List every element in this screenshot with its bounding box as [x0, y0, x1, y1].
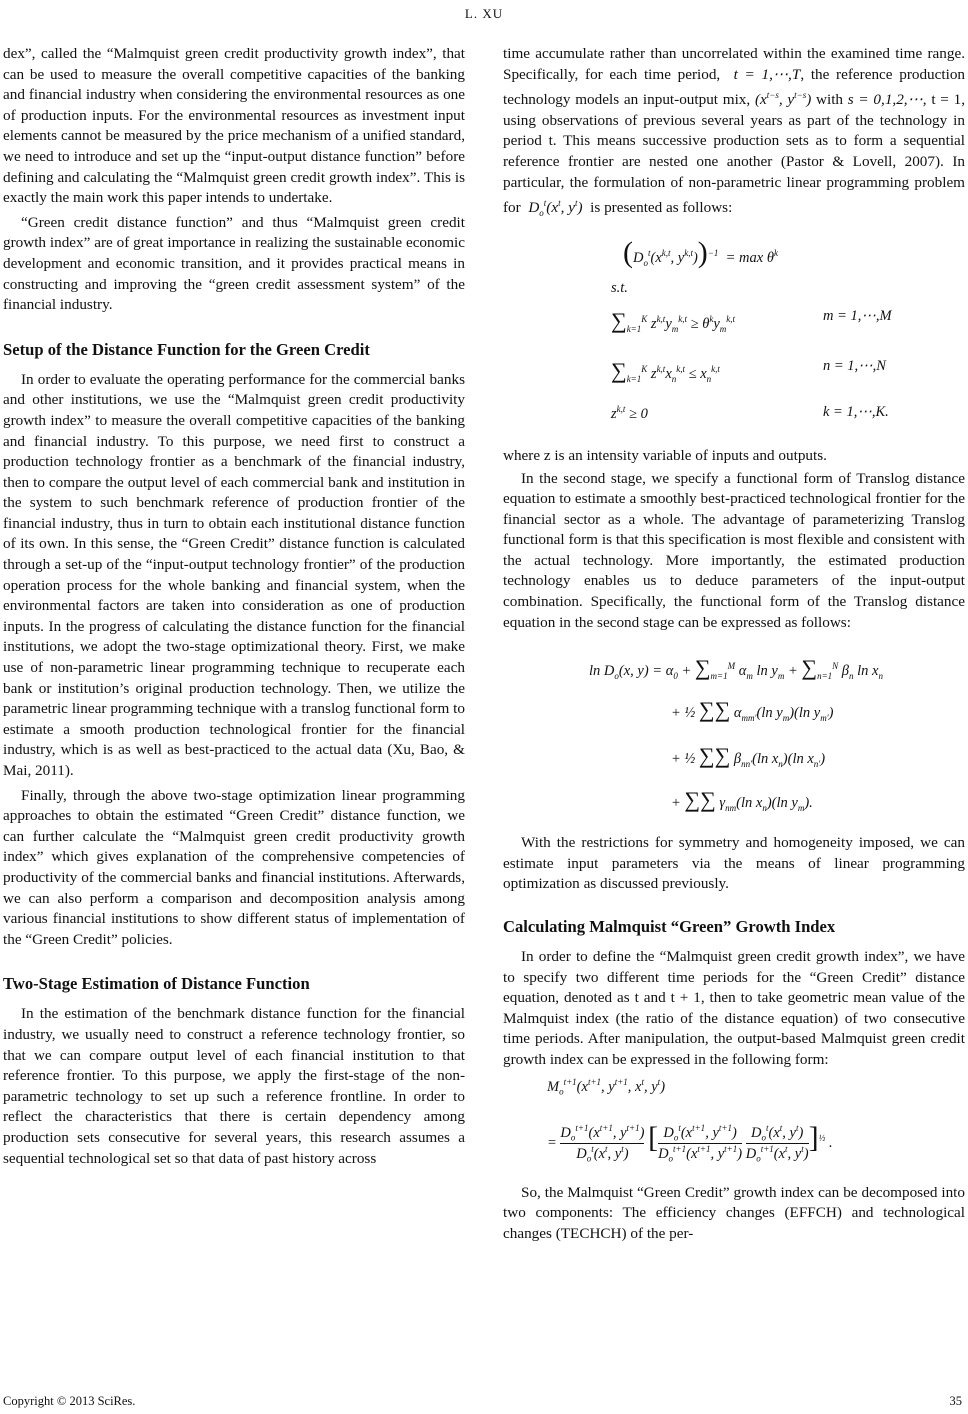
translog-equation: [503, 633, 965, 833]
paragraph: So, the Malmquist “Green Credit” growth index can be decomposed into two components: The efficiency changes (EFFCH) and technological changes (TECHCH) of the per-: [503, 1183, 965, 1242]
running-header: L. XU: [464, 6, 504, 21]
eq-malmquist-rhs: = $D_o^{t+1}(x^{t+1}$, $y^{t+1}$) $D_o^t(x^t$, $y^t$) [ $D_o^t(x^{t+1}$, $y^{t+1}$) $D_o^{t+1}(x^{t+1}$, $y^{t+1}$) $D_o^t(x^t$, $y^t$) $D_o^{t+1}(x^t$, $y^t$) ]$^{\frac{1}{2}}$ .: [547, 1120, 833, 1164]
section-heading: Setup of the Distance Function for the Green Credit: [3, 339, 370, 359]
section-heading: Calculating Malmquist “Green” Growth Index: [503, 917, 836, 937]
section-heading: Two-Stage Estimation of Distance Function: [3, 974, 310, 994]
paragraph: With the restrictions for symmetry and homogeneity imposed, we can estimate input parameters via the means of linear programming optimization as discussed previously.: [503, 834, 965, 893]
text-run: t = 1, using observations of previous several years as part of the technology in period t. This means successive production sets as to form a sequential reference frontier are nested one another (Pastor & Lovell, 2007). In particular, the formulation of non-parametric linear programming problem for: [503, 91, 966, 217]
left-column: [3, 44, 465, 1169]
paragraph: “Green credit distance function” and thus “Malmquist green credit growth index” are of great importance in realizing the sustainable economic development and economic transition, and it provides practical means in constructing and improving the “green credit assessment system” of the financial industry.: [3, 213, 465, 314]
eq-constraint-input: $\sum_{k=1}^K$ $z^{k,t}x_n^{k,t} \le x_n^{k,t}$ n = 1,⋯,N: [611, 357, 886, 384]
eq-translog-line2: + ½ ∑∑ $\alpha_{mm'}(\ln$ $y_m)(\ln$ $y_{m'}$): [671, 697, 834, 724]
paragraph: time accumulate rather than uncorrelated within the examined time range. Specifically, for each time period, t = 1,⋯,T, the reference production technology models an input-output mix, ($x^{t-s}$, $y^{t-s}$) with s = 0,1,2,⋯, t = 1, using observations of previous several years as part of the technology in period t. This means successive production sets as to form a sequential reference frontier are nested one another (Pastor & Lovell, 2007). In particular, the formulation of non-parametric linear programming problem for $D_o^t(x^t$, $y^t$) is presented as follows:: [503, 45, 966, 219]
text-run: time accumulate rather than uncorrelated within the examined time range. Specifically, for each time period,: [503, 45, 965, 83]
eq-objective: ($D_o^t(x^{k,t}$, $y^{k,t}))^{-1} = \max \theta^k$: [623, 235, 778, 269]
eq-constraint-output: $\sum_{k=1}^K$ $z^{k,t}y_m^{k,t} \ge \theta^ky_m^{k,t}$ m = 1,⋯,M: [611, 307, 892, 334]
eq-translog-line4: + ∑∑ $\gamma_{nm}(\ln$ $x_n)(\ln$ $y_m$).: [671, 787, 813, 814]
eq-translog-line3: + ½ ∑∑ $\beta_{nn'}(\ln$ $x_n)(\ln$ $x_{n'}$): [671, 743, 826, 770]
paragraph: In order to evaluate the operating performance for the commercial banks and other institutions, we use the “Malmquist green credit productivity growth index” to measure the overall competitive capacities of the banking and financial industry. To this purpose, we need first to construct a production technology frontier as a benchmark of the financial industry, then to compare the output level of each commercial bank and institution in the system to such benchmark reference of production frontier of the financial industry, thus in turn to obtain each institutional distance function of its own. In this sense, the “Green Credit” distance function is calculated through a set-up of the “input-output technology frontier” of the production operation process for the whole banking and financial system, when the environmental factors are taken into consideration as one of production inputs. In the progress of calculating the distance function for the financial institutions, we adopt the two-stage optimizational theory. First, we make use of non-parametric linear programming technique to recuperate each bank or institution’s original production technology. Then, we utilize the parametric linear programming technique with a translog functional form to estimate a smooth production technological frontier for the financial industry, which is as well as best-practiced to the actual data (Xu, Bao, & Mai, 2011).: [3, 370, 465, 779]
paragraph: dex”, called the “Malmquist green credit productivity growth index”, that can be used to measure the overall competitive capacities of the banking and financial industry when considering the environmental resources as one of production inputs. For the environmental resources as investment input elements cannot be measured by the price mechanism of a unified standard, we need to introduce and set up the “input-output distance function” before defining and calculating the “Malmquist green credit growth index”. This is exactly the main work this paper intends to undertake.: [3, 45, 465, 207]
paragraph: In order to define the “Malmquist green credit growth index”, we have to specify two different time periods for the “Green Credit” distance equation, denoted as t and t + 1, then to take geometric mean value of the Malmquist index (the ratio of the distance equation) of two consecutive time periods. After manipulation, the output-based Malmquist green credit growth index can be expressed in the following form:: [503, 948, 965, 1068]
paragraph: Finally, through the above two-stage optimization linear programming approaches to obtain the estimated “Green Credit” distance function, we can further calculate the “Malmquist green credit productivity growth index” which gives explanation of the comprehensive competencies of productivity of the commercial banks and financial institutions. Afterwards, we can also perform a comparison and decomposition analysis among various financial institutions to show different status of implementation of the “Green Credit” policies.: [3, 786, 465, 948]
inline-math: ($x^{t-s}$, $y^{t-s}$): [754, 90, 812, 109]
text-run: is presented as follows:: [590, 199, 733, 217]
inline-math: s = 0,1,2,⋯,: [847, 91, 927, 109]
lp-equation: [503, 224, 965, 446]
right-column: [503, 44, 965, 1244]
paragraph: where z is an intensity variable of inputs and outputs.: [503, 446, 827, 464]
eq-translog-line1: $\ln D_o(x$, $y) = \alpha_0 + \sum_{m=1}^M$ $\alpha_m$ $\ln y_m + \sum_{n=1}^N$ $\beta_n$ $\ln x_n$: [589, 655, 883, 682]
copyright-footer: Copyright © 2013 SciRes.: [3, 1394, 136, 1408]
paragraph: In the second stage, we specify a functional form of Translog distance equation to estimate a smoothly best-practiced technological frontier for the financial sector as a whole. The advantage of parameterizing Translog functional form is that this specification is most flexible and consistent with the actual technology. More importantly, the estimated production technology enables us to deduce parameters of the input-output combination. Specifically, the functional form of the Translog distance equation in the second stage can be expressed as follows:: [503, 469, 965, 631]
eq-st: s.t.: [611, 279, 628, 296]
eq-malmquist-lhs: $M_o^{t+1}(x^{t+1}$, $y^{t+1}$, $x^t$, $y^t$): [547, 1076, 666, 1097]
paragraph: In the estimation of the benchmark distance function for the financial industry, we usually need to construct a reference technology frontier, so that we can compare output level of each financial institution to that reference frontier. To this purpose, we apply the first-stage of the non-parametric technology to set up such a reference frontline. In order to reflect the characteristics that there is certain dependency among production sets consecutive for several years, this research assumes a sequential technological set so that data of past history across: [3, 1005, 465, 1167]
text-run: the reference production technology models an input-output mix,: [503, 65, 966, 109]
inline-math: $D_o^t(x^t$, $y^t$): [524, 198, 587, 219]
text-run: with: [816, 91, 844, 109]
page-number: 35: [949, 1394, 962, 1408]
eq-constraint-z: $z^{k,t} \ge 0$ k = 1,⋯,K.: [611, 403, 889, 422]
inline-math: t = 1,⋯,T: [726, 65, 801, 83]
malmquist-equation: [503, 1071, 965, 1183]
